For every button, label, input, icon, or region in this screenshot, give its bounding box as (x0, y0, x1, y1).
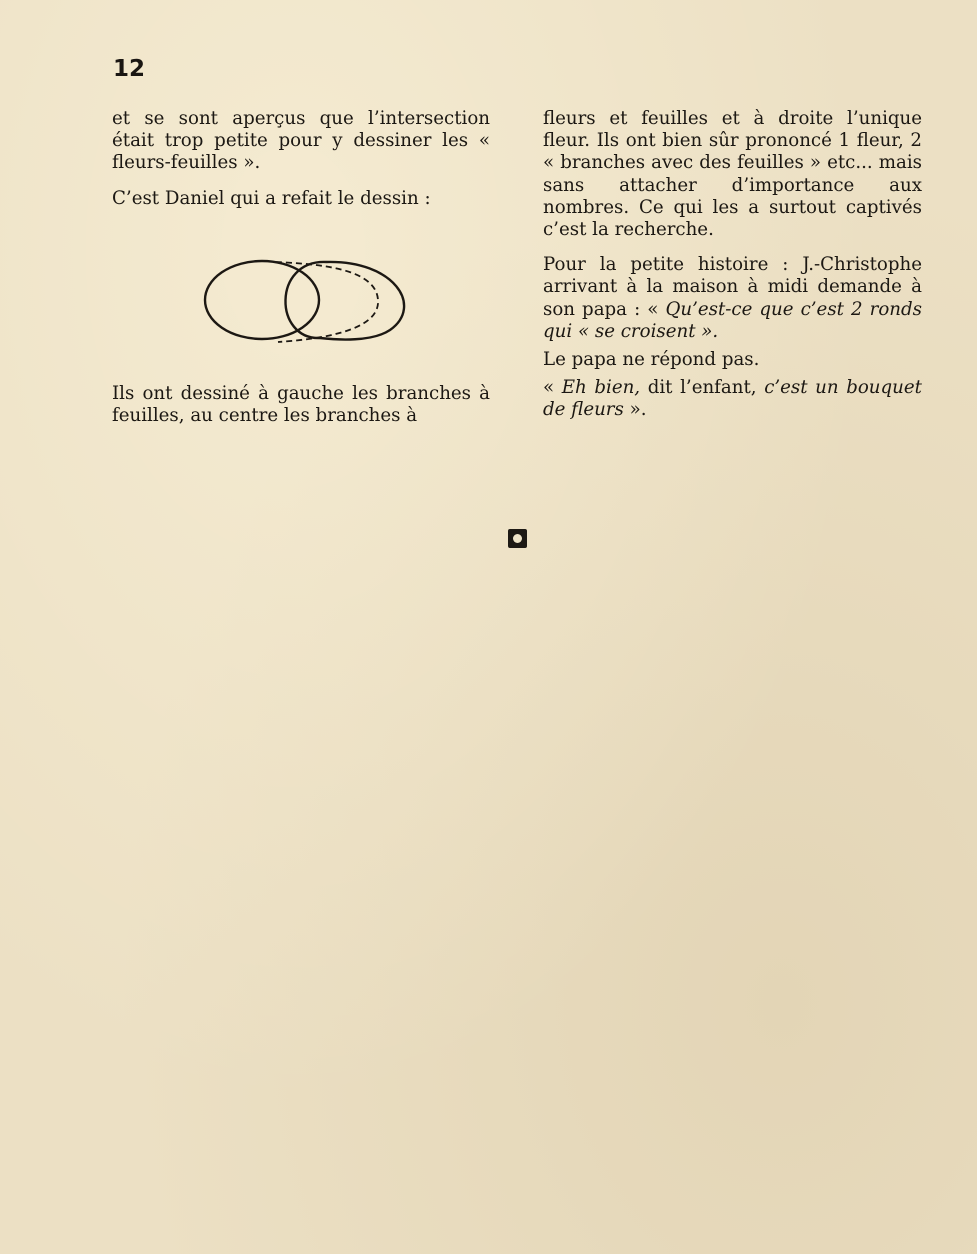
right-column (543, 108, 922, 422)
overlapping-circles-icon (198, 254, 418, 352)
right-ellipse-outer-arc (320, 262, 404, 340)
paragraph-bouquet (543, 377, 922, 421)
left-ellipse (205, 261, 319, 339)
left-column (112, 108, 490, 210)
bouquet-italic-2: c’est un bouquet de fleurs (543, 377, 922, 421)
paragraph-intersection: et se sont aperçus que l’intersection était trop petite pour y dessiner les « fleurs-feuilles ». (112, 108, 490, 174)
paragraph-petite-histoire (543, 254, 922, 343)
bouquet-mid: dit l’enfant, (647, 377, 757, 399)
dashed-inner-curve (276, 262, 378, 342)
page-number: 12 (113, 56, 146, 82)
bouquet-close-quote: ». (629, 399, 647, 421)
bouquet-italic-1: Eh bien, (561, 377, 641, 399)
paragraph-branches: Ils ont dessiné à gauche les branches à feuilles, au centre les branches à (112, 383, 490, 427)
end-of-article-icon (508, 529, 527, 548)
petite-histoire-question: Qu’est-ce que c’est 2 ronds qui « se croisent ». (543, 298, 922, 342)
paragraph-papa: Le papa ne répond pas. (543, 349, 760, 371)
paragraph-daniel: C’est Daniel qui a refait le dessin : (112, 187, 431, 209)
bouquet-open-quote: « (543, 377, 555, 399)
venn-diagram-figure (198, 254, 418, 352)
petite-histoire-intro: Pour la petite histoire : J.-Christophe arrivant à la maison à midi demande à son papa : « (543, 254, 922, 320)
paragraph-flowers: fleurs et feuilles et à droite l’unique fleur. Ils ont bien sûr prononcé 1 fleur, 2 « branches avec des feuilles » etc... mais sans attacher d’importance aux nombres. Ce qui les a surtout captivés c’est la recherche. (543, 108, 922, 241)
